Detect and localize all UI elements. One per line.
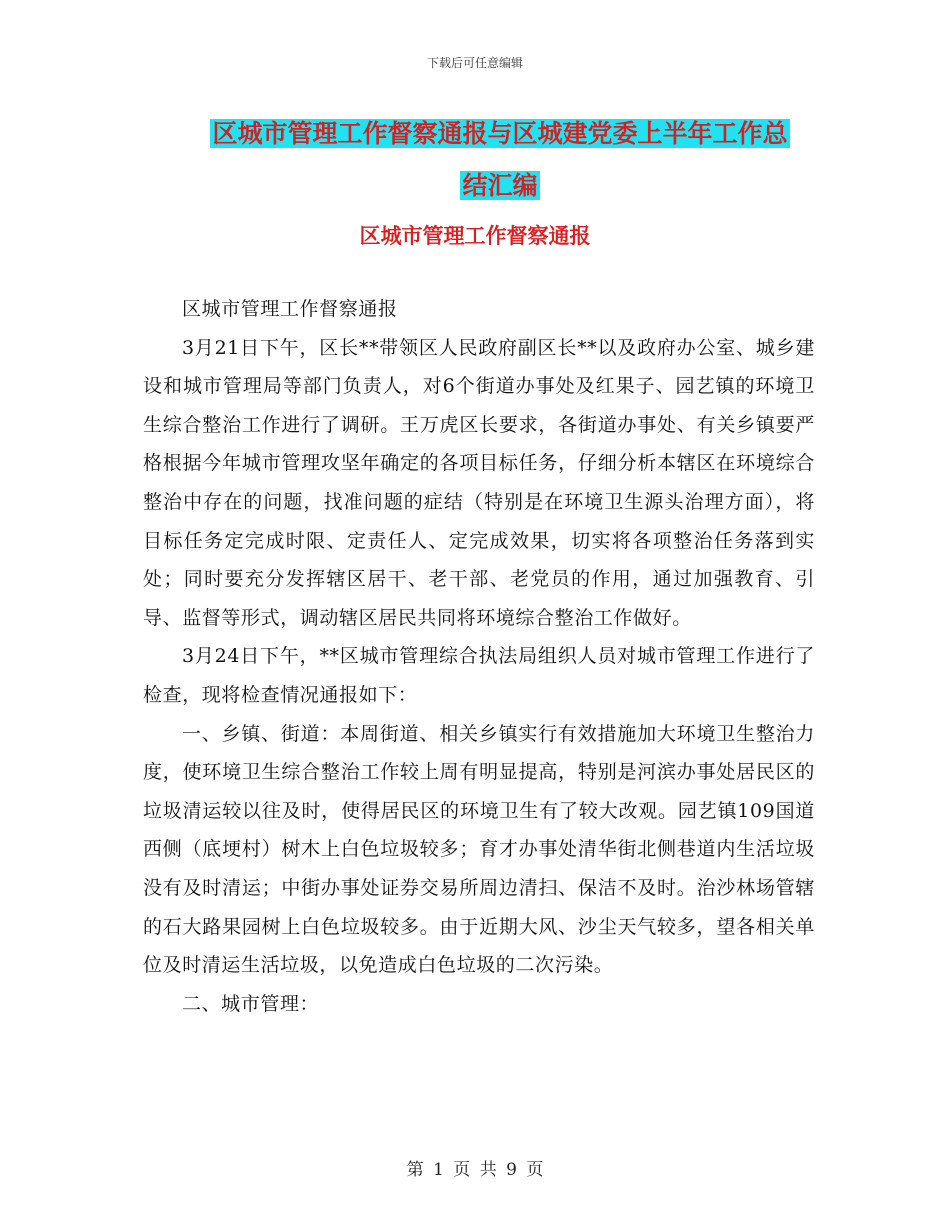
- document-title: [150, 108, 850, 212]
- body-paragraph: 3月24日下午，**区城市管理综合执法局组织人员对城市管理工作进行了检查，现将检查情况通报如下：: [143, 645, 815, 706]
- body-paragraph: 二、城市管理：: [181, 992, 320, 1015]
- page-header-note: 下载后可任意编辑: [426, 56, 523, 70]
- section-title: 区城市管理工作督察通报: [359, 224, 591, 248]
- body-paragraph: 3月21日下午，区长**带领区人民政府副区长**以及政府办公室、城乡建设和城市管理局等部门负责人，对6个街道办事处及红果子、园艺镇的环境卫生综合整治工作进行了调研。王万虎区长要求，各街道办事处、有关乡镇要严格根据今年城市管理攻坚年确定的各项目标任务，仔细分析本辖区在环境综合整治中存在的问题，找准问题的症结（特别是在环境卫生源头治理方面），将目标任务定完成时限、定责任人、定完成效果，切实将各项整治任务落到实处；同时要充分发挥辖区居干、老干部、老党员的作用，通过加强教育、引导、监督等形式，调动辖区居民共同将环境综合整治工作做好。: [143, 336, 815, 629]
- document-title-line-1: 区城市管理工作督察通报与区城建党委上半年工作总: [212, 119, 788, 148]
- body-paragraph: 区城市管理工作督察通报: [181, 298, 398, 320]
- page-footer-number: 第 1 页 共 9 页: [406, 1160, 544, 1180]
- document-body: [143, 290, 815, 1023]
- body-paragraph: 一、乡镇、街道：本周街道、相关乡镇实行有效措施加大环境卫生整治力度，使环境卫生综合整治工作较上周有明显提高，特别是河滨办事处居民区的垃圾清运较以往及时，使得居民区的环境卫生有了较大改观。园艺镇109国道西侧（底埂村）树木上白色垃圾较多；育才办事处清华街北侧巷道内生活垃圾没有及时清运；中街办事处证券交易所周边清扫、保洁不及时。治沙林场管辖的石大路果园树上白色垃圾较多。由于近期大风、沙尘天气较多，望各相关单位及时清运生活垃圾，以免造成白色垃圾的二次污染。: [143, 722, 815, 977]
- document-title-line-2: 结汇编: [462, 171, 538, 200]
